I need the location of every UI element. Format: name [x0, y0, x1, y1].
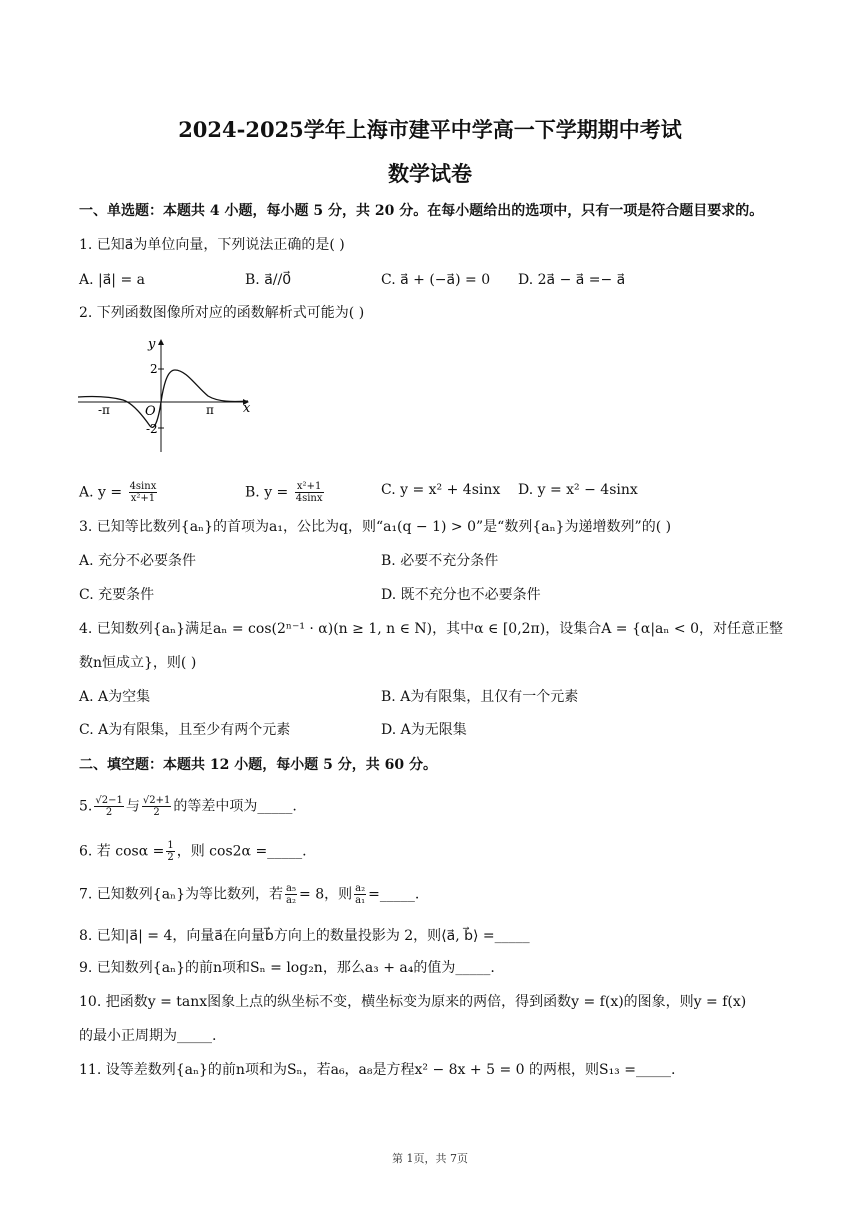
- question-1-option-a: A. |a⃗| = a: [79, 272, 146, 288]
- exam-title: 2024-2025学年上海市建平中学高一下学期期中考试: [178, 117, 682, 142]
- question-4-stem-line-2: 数n恒成立}，则( ): [79, 655, 197, 671]
- q5-fraction-1: [94, 795, 123, 818]
- question-5: [79, 795, 297, 818]
- question-9: 9. 已知数列{aₙ}的前n项和Sₙ = log₂n，那么a₃ + a₄的值为_____.: [79, 960, 495, 976]
- option-b-denominator: 4sinx: [295, 493, 323, 504]
- question-3-stem: 3. 已知等比数列{aₙ}的首项为a₁，公比为q，则“a₁(q − 1) > 0”是“数列{aₙ}为递增数列”的( ): [79, 519, 672, 535]
- question-6: [79, 840, 307, 863]
- section-2-heading: 二、填空题：本题共 12 小题，每小题 5 分，共 60 分。: [79, 757, 437, 773]
- q5-fraction-2: [142, 795, 171, 818]
- question-1-stem: 1. 已知a⃗为单位向量，下列说法正确的是( ): [79, 237, 345, 253]
- q7-fraction-1: [285, 883, 297, 906]
- question-4-option-b: B. A为有限集，且仅有一个元素: [381, 689, 579, 705]
- question-3-option-a: A. 充分不必要条件: [79, 553, 197, 569]
- question-4-stem-line-1: 4. 已知数列{aₙ}满足aₙ = cos(2ⁿ⁻¹ · α)(n ≥ 1, n ∈ N)，其中α ∈ [0,2π)，设集合A = {α|aₙ < 0，对任意正整: [79, 621, 783, 637]
- q7-f2-numerator: a₂: [355, 883, 366, 894]
- question-2-stem: 2. 下列函数图像所对应的函数解析式可能为( ): [79, 305, 365, 321]
- question-4-option-d: D. A为无限集: [381, 722, 467, 738]
- q5-f1-denominator: 2: [105, 807, 113, 818]
- page-footer: 第 1页，共 7页: [392, 1152, 468, 1165]
- question-2-option-c: C. y = x² + 4sinx: [381, 482, 501, 498]
- question-11: 11. 设等差数列{aₙ}的前n项和为Sₙ，若a₆，a₈是方程x² − 8x + 5 = 0 的两根，则S₁₃ =_____.: [79, 1062, 676, 1078]
- q5-prefix: 5.: [79, 798, 93, 815]
- question-10-line-1: 10. 把函数y = tanx图象上点的纵坐标不变，横坐标变为原来的两倍，得到函数y = f(x)的图象，则y = f(x): [79, 994, 747, 1010]
- q7-suffix: =_____.: [368, 886, 420, 903]
- tick-label-neg-pi: -π: [98, 403, 110, 417]
- question-2-option-d: D. y = x² − 4sinx: [518, 482, 638, 498]
- q7-fraction-2: [354, 883, 366, 906]
- q7-f2-denominator: a₁: [355, 895, 366, 906]
- origin-label: O: [145, 404, 156, 419]
- question-2-option-a: [79, 481, 159, 504]
- option-b-fraction: [295, 481, 324, 504]
- question-4-option-c: C. A为有限集，且至少有两个元素: [79, 722, 291, 738]
- q6-prefix: 6. 若 cosα =: [79, 843, 165, 860]
- q6-fraction: [166, 840, 174, 863]
- question-1-option-c: C. a⃗ + (−a⃗) = 0: [381, 272, 491, 288]
- q6-denominator: 2: [167, 852, 174, 863]
- q5-mid: 与: [125, 798, 140, 815]
- option-a-numerator: 4sinx: [129, 481, 157, 492]
- tick-label-neg-2: -2: [146, 422, 158, 436]
- x-axis-label: x: [243, 401, 251, 416]
- tick-label-2: 2: [150, 362, 158, 376]
- option-b-prefix: B. y =: [245, 484, 289, 501]
- q6-suffix: ，则 cos2α =_____.: [176, 843, 307, 860]
- q5-suffix: 的等差中项为_____.: [173, 798, 297, 815]
- question-4-option-a: A. A为空集: [79, 689, 151, 705]
- function-graph: [78, 334, 258, 458]
- q5-f2-numerator: √2+1: [142, 795, 171, 806]
- option-a-prefix: A. y =: [79, 484, 123, 501]
- exam-subtitle: 数学试卷: [388, 161, 472, 186]
- option-a-denominator: x²+1: [130, 493, 156, 504]
- option-a-fraction: [129, 481, 158, 504]
- question-8: 8. 已知|a⃗| = 4，向量a⃗在向量b⃗方向上的数量投影为 2，则⟨a⃗, b⃗⟩ =_____: [79, 928, 530, 944]
- tick-label-pi: π: [206, 403, 214, 417]
- option-b-numerator: x²+1: [295, 481, 324, 493]
- q5-f1-numerator: √2−1: [95, 795, 123, 806]
- question-10-line-2: 的最小正周期为_____.: [79, 1028, 217, 1044]
- q5-f2-denominator: 2: [153, 807, 160, 818]
- q7-f1-denominator: a₂: [286, 895, 297, 906]
- q7-mid: = 8，则: [299, 886, 353, 903]
- y-axis-label: y: [148, 337, 156, 352]
- q6-numerator: 1: [167, 840, 174, 851]
- q7-f1-numerator: a₅: [286, 883, 297, 894]
- function-curve: [78, 370, 248, 427]
- question-3-option-b: B. 必要不充分条件: [381, 553, 499, 569]
- question-3-option-c: C. 充要条件: [79, 587, 155, 603]
- question-1-option-d: D. 2a⃗ − a⃗ =− a⃗: [518, 272, 626, 288]
- q7-prefix: 7. 已知数列{aₙ}为等比数列，若: [79, 886, 284, 903]
- question-2-option-b: [245, 481, 326, 504]
- question-1-option-b: B. a⃗//0⃗: [245, 272, 292, 288]
- question-7: [79, 883, 419, 906]
- section-1-heading: 一、单选题：本题共 4 小题，每小题 5 分，共 20 分。在每小题给出的选项中，只有一项是符合题目要求的。: [79, 203, 764, 219]
- question-3-option-d: D. 既不充分也不必要条件: [381, 587, 541, 603]
